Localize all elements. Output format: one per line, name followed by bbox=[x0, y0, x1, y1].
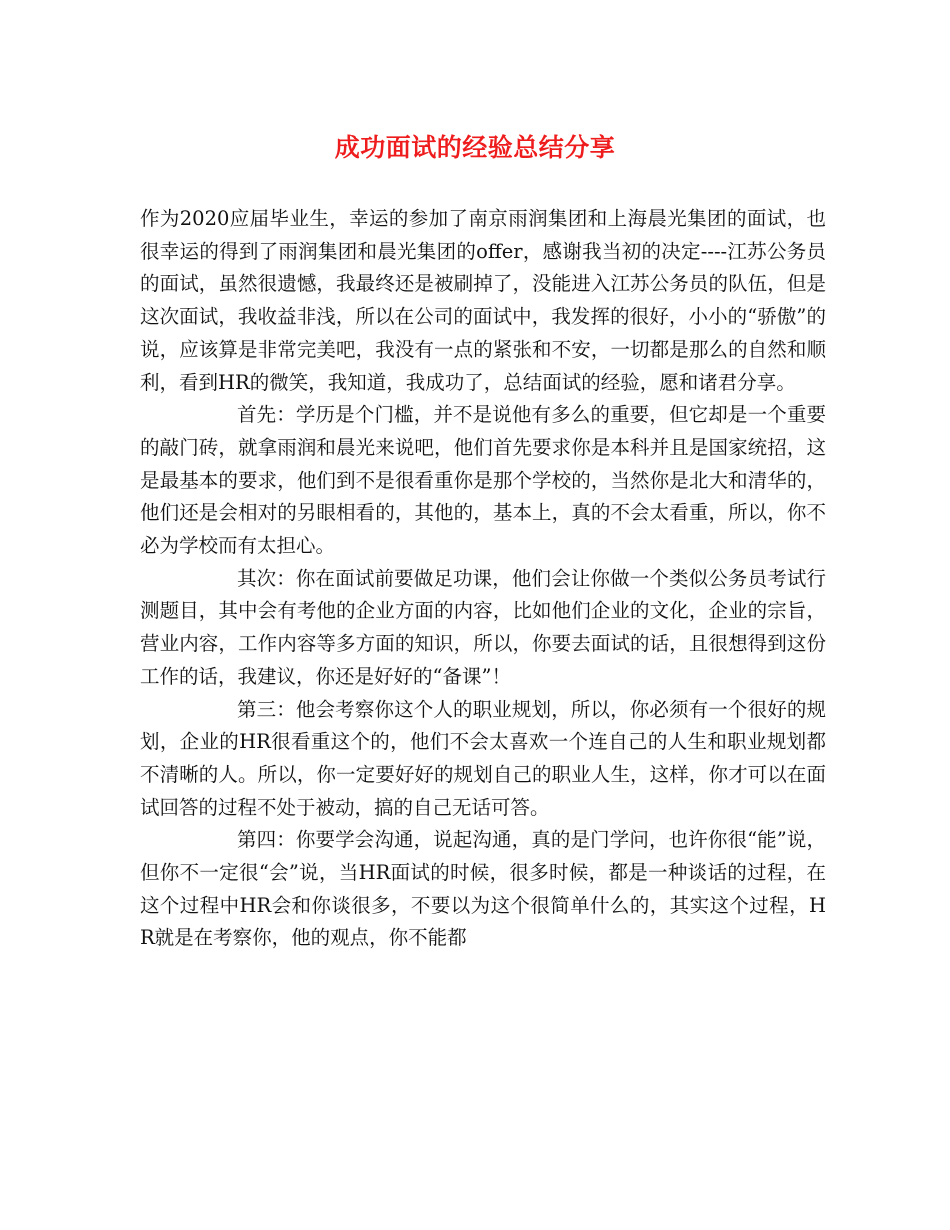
document-title: 成功面试的经验总结分享 bbox=[334, 133, 616, 162]
paragraph-fourth: 第四：你要学会沟通，说起沟通，真的是门学问，也许你很“能”说，但你不一定很“会”说，当HR面试的时候，很多时候，都是一种谈话的过程，在这个过程中HR会和你谈很多，不要以为这个很简单什么的，其实这个过程，HR就是在考察你，他的观点，你不能都 bbox=[140, 828, 826, 950]
document-body bbox=[140, 203, 826, 955]
paragraph-first: 首先：学历是个门槛，并不是说他有多么的重要，但它却是一个重要的敲门砖，就拿雨润和晨光来说吧，他们首先要求你是本科并且是国家统招，这是最基本的要求，他们到不是很看重你是那个学校的，当然你是北大和清华的，他们还是会相对的另眼相看的，其他的，基本上，真的不会太看重，所以，你不必为学校而有太担心。 bbox=[140, 403, 826, 558]
paragraph-second: 其次：你在面试前要做足功课，他们会让你做一个类似公务员考试行测题目，其中会有考他的企业方面的内容，比如他们企业的文化，企业的宗旨，营业内容，工作内容等多方面的知识，所以，你要去面试的话，且很想得到这份工作的话，我建议，你还是好好的“备课”！ bbox=[140, 566, 826, 688]
paragraph-intro: 作为2020应届毕业生，幸运的参加了南京雨润集团和上海晨光集团的面试，也很幸运的得到了雨润集团和晨光集团的offer，感谢我当初的决定----江苏公务员的面试，虽然很遗憾，我最终还是被刷掉了，没能进入江苏公务员的队伍，但是这次面试，我收益非浅，所以在公司的面试中，我发挥的很好，小小的“骄傲”的说，应该算是非常完美吧，我没有一点的紧张和不安，一切都是那么的自然和顺利，看到HR的微笑，我知道，我成功了，总结面试的经验，愿和诸君分享。 bbox=[140, 207, 826, 394]
paragraph-third: 第三：他会考察你这个人的职业规划，所以，你必须有一个很好的规划，企业的HR很看重这个的，他们不会太喜欢一个连自己的人生和职业规划都不清晰的人。所以，你一定要好好的规划自己的职业人生，这样，你才可以在面试回答的过程不处于被动，搞的自己无话可答。 bbox=[140, 697, 826, 819]
